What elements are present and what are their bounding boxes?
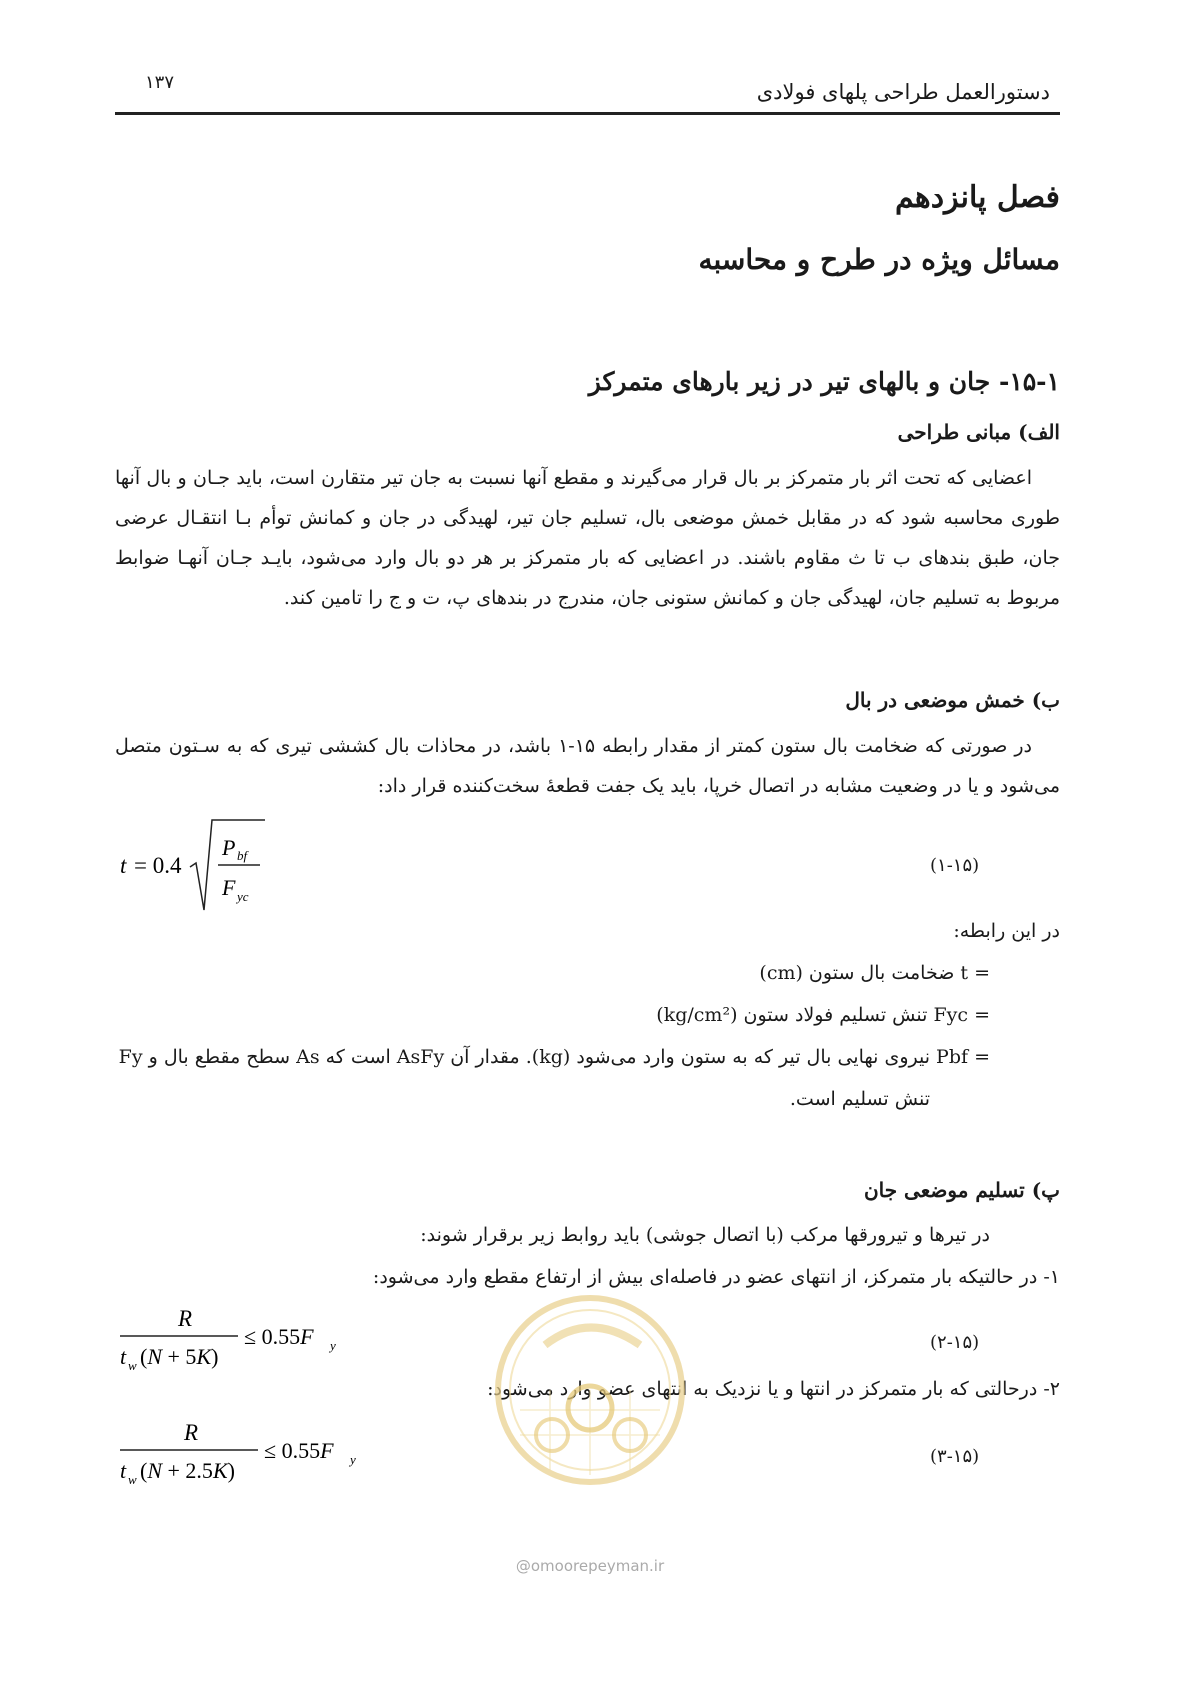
svg-text:F: F	[222, 875, 236, 900]
equation-1-graphic	[120, 815, 270, 915]
sub-p-item-1: ۱- در حالتیکه بار متمرکز، از انتهای عضو در فاصله‌ای بیش از ارتفاع مقطع وارد می‌شود:	[372, 1266, 1060, 1288]
svg-text:≤ 0.55F: ≤ 0.55F	[264, 1438, 334, 1463]
svg-text:bf: bf	[237, 848, 248, 863]
sub-a-title: الف) مبانی طراحی	[897, 420, 1060, 444]
watermark-site: @omoorepeyman.ir	[515, 1557, 665, 1575]
equation-1-number: (۱-۱۵)	[930, 855, 980, 876]
svg-text:t: t	[120, 1344, 127, 1369]
svg-text:P: P	[222, 835, 236, 860]
definition-pbf-continued: تنش تسلیم است.	[789, 1088, 930, 1110]
equation-3-number: (۳-۱۵)	[930, 1446, 980, 1467]
svg-text:t: t	[120, 853, 127, 878]
equation-1	[120, 815, 270, 921]
svg-text:R: R	[184, 1420, 199, 1445]
page-number: ۱۳۷	[145, 72, 175, 93]
sub-p-title: پ) تسلیم موضعی جان	[863, 1178, 1060, 1202]
section-title: ۱۵-۱- جان و بالهای تیر در زیر بارهای متمرکز	[588, 367, 1060, 396]
svg-text:≤ 0.55F: ≤ 0.55F	[244, 1324, 314, 1349]
equation-2-graphic	[120, 1300, 350, 1380]
svg-text:w: w	[128, 1472, 137, 1487]
sub-a-text: اعضایی که تحت اثر بار متمرکز بر بال قرار می‌گیرند و مقطع آنها نسبت به جان تیر متقارن است، باید جـان و بال آنها طوری محاسبه شود که در مقابل خمش موضعی بال، تسلیم جان تیر، لهیدگی در جان و کمانش توأم بـا انتقـال عرضی جان، طبق بندهای ب تا ث مقاوم باشند. در اعضایی که بار متمرکز بر هر دو بال وارد می‌شود، بایـد جـان آنهـا ضوابط مربوط به تسلیم جان، لهیدگی جان و کمانش ستونی جان، مندرج در بندهای پ، ت و ج را تامین کند.	[115, 467, 1060, 609]
svg-text:y: y	[350, 1452, 356, 1467]
sub-a-paragraph	[115, 458, 1060, 618]
svg-text:y: y	[330, 1338, 336, 1353]
svg-text:R: R	[178, 1306, 193, 1331]
svg-text:(N + 5K): (N + 5K)	[140, 1344, 219, 1369]
definition-t: = t ضخامت بال ستون (cm)	[759, 962, 990, 984]
sub-b-paragraph	[115, 726, 1060, 806]
sub-p-intro: در تیرها و تیرورقها مرکب (با اتصال جوشی) باید روابط زیر برقرار شوند:	[420, 1224, 990, 1246]
equation-2	[120, 1300, 350, 1384]
in-relation-label: در این رابطه:	[953, 920, 1060, 942]
equation-3-graphic	[120, 1414, 370, 1494]
chapter-subtitle: مسائل ویژه در طرح و محاسبه	[698, 243, 1060, 276]
svg-text:= 0.4: = 0.4	[134, 853, 182, 878]
definition-fyc: = Fyc تنش تسلیم فولاد ستون (kg/cm²)	[656, 1004, 990, 1026]
sub-b-text: در صورتی که ضخامت بال ستون کمتر از مقدار رابطه ۱۵-۱ باشد، در محاذات بال کششی تیری که به سـتون متصل می‌شود و یا در وضعیت مشابه در اتصال خرپا، باید یک جفت قطعهٔ سخت‌کننده قرار داد:	[115, 735, 1060, 797]
svg-text:w: w	[128, 1358, 137, 1373]
watermark-seal-graphic	[490, 1290, 690, 1490]
sub-p-item-2: ۲- درحالتی که بار متمرکز در انتها و یا نزدیک به انتهای عضو وارد می‌شود:	[487, 1378, 1060, 1400]
header-rule	[115, 112, 1060, 115]
svg-text:(N + 2.5K): (N + 2.5K)	[140, 1458, 235, 1483]
chapter-title: فصل پانزدهم	[894, 180, 1060, 215]
svg-text:yc: yc	[237, 889, 249, 904]
equation-2-number: (۲-۱۵)	[930, 1332, 980, 1353]
svg-text:t: t	[120, 1458, 127, 1483]
watermark-seal	[490, 1290, 690, 1490]
definition-pbf: = Pbf نیروی نهایی بال تیر که به ستون وارد می‌شود (kg). مقدار آن AsFy است که As سطح مقطع بال و Fy	[118, 1046, 990, 1068]
sub-b-title: ب) خمش موضعی در بال	[845, 688, 1060, 712]
equation-3	[120, 1414, 370, 1498]
running-header: دستورالعمل طراحی پلهای فولادی	[756, 80, 1050, 104]
